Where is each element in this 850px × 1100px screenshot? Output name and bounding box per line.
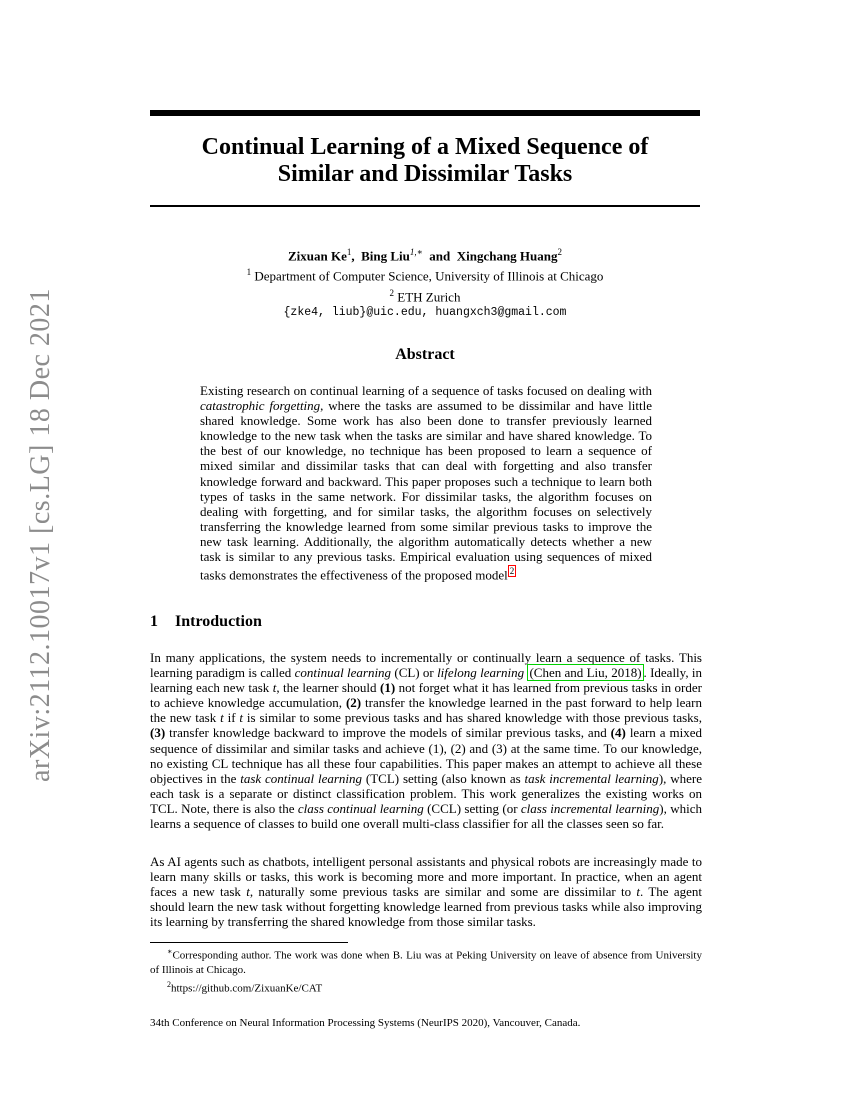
affiliation-1-mark: 1	[246, 267, 252, 278]
abstract-text	[200, 383, 652, 583]
citation-chen-liu-2018-link[interactable]: (Chen and Liu, 2018)	[529, 665, 642, 681]
footnote-2	[150, 978, 702, 996]
author-1-affiliation-mark: 1	[346, 247, 352, 257]
author-3-name: Xingchang Huang	[456, 248, 558, 264]
author-emails: {zke4, liub}@uic.edu, huangxch3@gmail.com	[283, 305, 567, 319]
abstract-heading: Abstract	[395, 346, 455, 363]
section-title: Introduction	[175, 613, 262, 630]
affiliation-2-mark: 2	[389, 287, 395, 298]
title-bottom-rule	[150, 205, 700, 207]
author-names: Zixuan Ke$^1$, Bing Liu$^{1,∗}$ and Xingchang Huang$^2$	[287, 247, 563, 264]
intro-paragraph-1: In many applications, the system needs to incrementally or continually learn a sequence of tasks. This learning paradigm is called continual learning (CL) or lifelong learning (Chen and Liu, 2018) . Ideally, in learning each new task t, the learner should (1) not forget what it has learned from previous tasks in order to achieve knowledge accumulation, (2) transfer the knowledge learned in the past forward to help learn the new task t if t is similar to some previous tasks and has shared knowledge with those previous tasks, (3) transfer knowledge backward to improve the models of similar previous tasks, and (4) learn a mixed sequence of dissimilar and similar tasks and achieve (1), (2) and (3) at the same time. To our knowledge, no existing CL technique has all these four capabilities. This paper makes an attempt to achieve all these objectives in the task continual learning (TCL) setting (also known as task incremental learning), where each task is a separate or distinct classification problem. This work generalizes the existing works on TCL. Note, there is also the class continual learning (CCL) setting (or class incremental learning), which learns a sequence of classes to build one overall multi-class classifier for all the classes seen so far.	[150, 650, 703, 832]
title-line-1: Continual Learning of a Mixed Sequence of	[201, 134, 649, 160]
author-2-name: Bing Liu	[361, 248, 410, 264]
title-line-2: Similar and Dissimilar Tasks	[277, 161, 573, 187]
conference-note: 34th Conference on Neural Information Processing Systems (NeurIPS 2020), Vancouver, Canada.	[150, 1017, 581, 1029]
footnote-separator	[150, 942, 348, 943]
author-block	[150, 244, 700, 321]
paper-title	[150, 134, 700, 188]
affiliation-2-text: ETH Zurich	[397, 288, 461, 304]
affiliation-1	[150, 264, 700, 284]
footnote-2-link[interactable]: 2	[509, 566, 515, 577]
abstract-emphasis: catastrophic forgetting	[200, 398, 321, 414]
footnote-1	[150, 945, 702, 978]
footnote-2-url[interactable]: https://github.com/ZixuanKe/CAT	[171, 982, 323, 995]
intro-paragraph-2: As AI agents such as chatbots, intelligent personal assistants and physical robots are increasingly made to learn many skills or tasks, this work is becoming more and more important. In practice, when an agent faces a new task t, naturally some previous tasks are similar and some are dissimilar to t. The agent should learn the new task without forgetting knowledge learned from previous tasks while also improving its learning by transferring the shared knowledge from those similar tasks.	[150, 854, 702, 930]
abstract-text-part: Existing research on continual learning of a sequence of tasks focused on dealing with	[200, 383, 652, 398]
abstract-text-part: , where the tasks are assumed to be dissimilar and have little shared knowledge. Some work has also been done to transfer previously learned knowledge to the new task when the tasks are similar and have shared knowledge. To the best of our knowledge, no technique has been proposed to learn a sequence of mixed similar and dissimilar tasks that can deal with forgetting and also transfer knowledge forward and backward. This paper proposes such a technique to learn both types of tasks in the same network. For dissimilar tasks, the algorithm focuses on dealing with forgetting, and for similar tasks, the algorithm focuses on selectively transferring the knowledge learned from some similar previous tasks to improve the new task learning. Additionally, the algorithm automatically detects whether a new task is similar to any previous tasks. Empirical evaluation using sequences of mixed tasks demonstrates the effectiveness of the proposed model	[200, 398, 652, 583]
author-conjunction: and	[429, 248, 451, 264]
section-number: 1	[150, 613, 158, 630]
footnote-1-text: Corresponding author. The work was done when B. Liu was at Peking University on leave of absence from University of Illinois at Chicago.	[150, 949, 702, 977]
section-1-heading	[150, 613, 262, 631]
footnote-2-mark: 2	[167, 979, 171, 989]
author-3-affiliation-mark: 2	[557, 247, 563, 257]
footnote-1-mark: ∗	[167, 947, 173, 956]
author-2-affiliation-mark: 1,∗	[409, 247, 423, 257]
title-top-rule	[150, 110, 700, 116]
affiliation-2	[150, 285, 700, 305]
arxiv-identifier-stamp	[17, 290, 65, 780]
author-1-name: Zixuan Ke	[287, 248, 347, 264]
footnotes	[150, 945, 702, 996]
arxiv-identifier-text: arXiv:2112.10017v1 [cs.LG] 18 Dec 2021	[25, 288, 56, 782]
affiliation-1-text: Department of Computer Science, University of Illinois at Chicago	[254, 268, 604, 284]
